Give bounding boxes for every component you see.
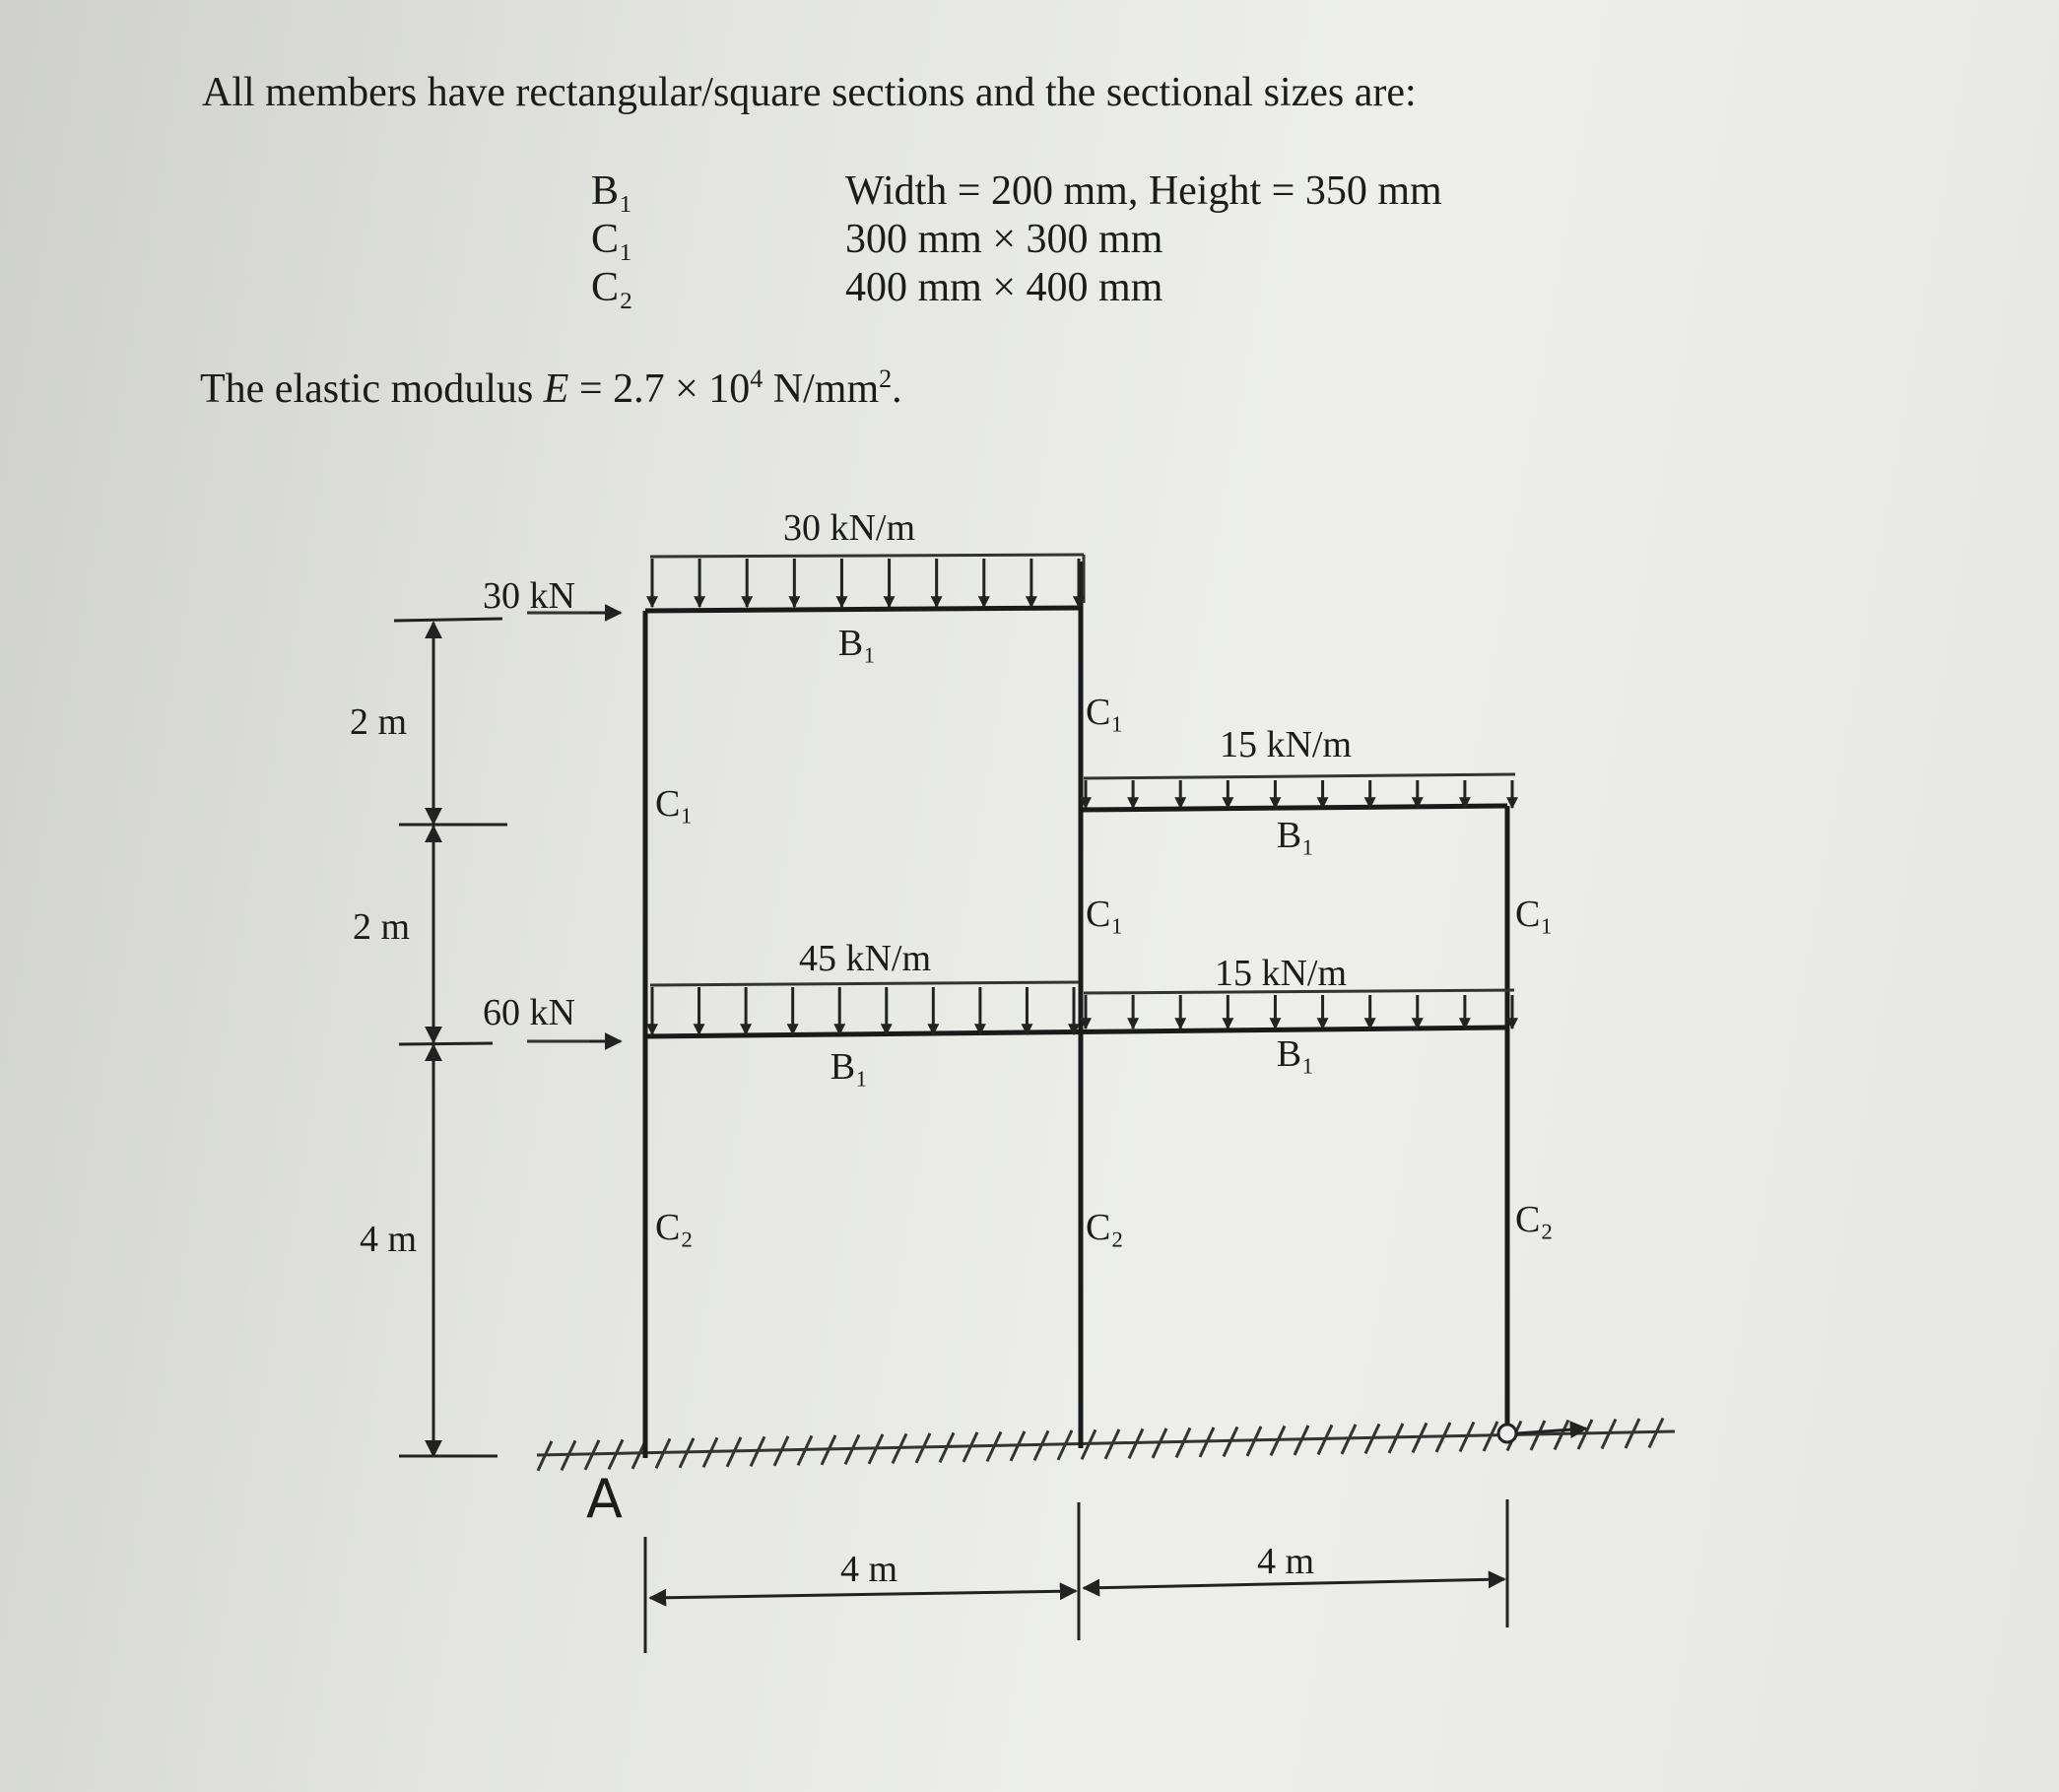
col-left-lower-label: C₂ <box>655 1207 694 1248</box>
right-upper-udl-label: 15 kN/m <box>1219 724 1353 765</box>
udl-mid-left-line <box>650 982 1079 985</box>
modulus-unit: N/mm <box>763 366 880 412</box>
beam-top <box>645 608 1081 611</box>
section-name: B₁ <box>591 168 633 214</box>
col-left-upper-label: C₁ <box>655 783 694 825</box>
height-3-label: 4 m <box>360 1219 418 1260</box>
col-mid-lower-label: C₂ <box>1086 1207 1124 1248</box>
span-1-label: 4 m <box>839 1549 898 1590</box>
modulus-prefix: The elastic modulus <box>200 366 544 412</box>
col-mid-mid-label: C₁ <box>1086 894 1124 935</box>
point-load-mid-label: 60 kN <box>483 992 575 1033</box>
section-name: C₂ <box>591 265 633 310</box>
udl-top-line <box>650 555 1084 557</box>
beam-top-label: B₁ <box>837 623 877 664</box>
section-size: 300 mm × 300 mm <box>845 217 1163 262</box>
height-2-label: 2 m <box>353 906 411 948</box>
modulus-exponent: 4 <box>750 365 764 393</box>
udl-right-upper-line <box>1084 774 1515 778</box>
col-mid-top-label: C₁ <box>1086 692 1124 733</box>
col-right-upper-label: C₁ <box>1515 894 1554 935</box>
top-udl-label: 30 kN/m <box>782 507 916 549</box>
modulus-suffix: . <box>892 366 902 412</box>
intro-text: All members have rectangular/square sections and the sectional sizes are: <box>202 70 1417 115</box>
beam-right-lower-label: B₁ <box>1276 1033 1315 1075</box>
support-a-label: A <box>586 1468 623 1530</box>
right-lower-udl-label: 15 kN/m <box>1214 953 1348 994</box>
modulus-middle: = 2.7 × 10 <box>568 366 751 412</box>
span-1-dimension <box>650 1591 1076 1598</box>
mid-left-udl-label: 45 kN/m <box>798 938 932 979</box>
height-1-label: 2 m <box>350 701 408 743</box>
beam-mid <box>645 1028 1507 1036</box>
modulus-symbol: E <box>543 366 569 412</box>
span-2-label: 4 m <box>1256 1541 1315 1582</box>
beam-mid-left-label: B₁ <box>830 1046 869 1088</box>
section-size: 400 mm × 400 mm <box>845 265 1163 310</box>
section-size: Width = 200 mm, Height = 350 mm <box>845 168 1442 214</box>
beam-right-upper <box>1081 806 1507 810</box>
point-load-top-label: 30 kN <box>483 575 575 617</box>
beam-right-upper-label: B₁ <box>1276 815 1315 856</box>
section-name: C₁ <box>591 217 633 262</box>
col-right-lower-label: C₂ <box>1515 1199 1554 1240</box>
modulus-unit-exponent: 2 <box>879 365 893 393</box>
